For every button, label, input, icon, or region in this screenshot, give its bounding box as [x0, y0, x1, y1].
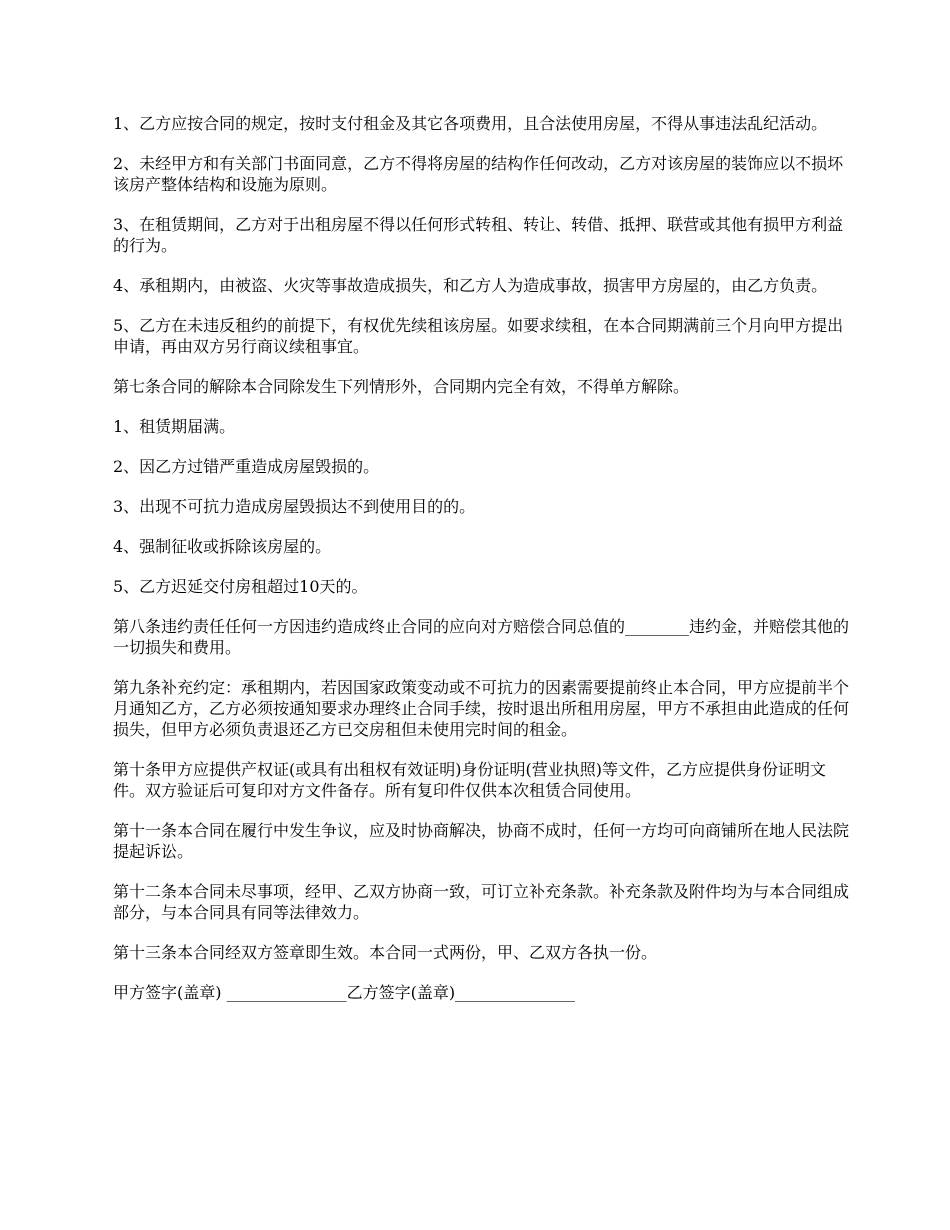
termination-item-5: 5、乙方迟延交付房租超过10天的。: [113, 577, 368, 596]
termination-item-3: 3、出现不可抗力造成房屋毁损达不到使用目的的。: [113, 497, 476, 516]
article-7-termination: 第七条合同的解除本合同除发生下列情形外，合同期内完全有效，不得单方解除。: [113, 377, 690, 396]
document-body: [113, 113, 853, 1022]
article-9-supplement: 第九条补充约定：承租期内，若因国家政策变动或不可抗力的因素需要提前终止本合同，甲方应提前半个月通知乙方，乙方必须按通知要求办理终止合同手续，按时退出所租用房屋，甲方不承担由此造成的任何损失，但甲方必须负责退还乙方已交房租但未使用完时间的租金。: [113, 678, 850, 739]
clause-paragraph-5: 5、乙方在未违反租约的前提下，有权优先续租该房屋。如要求续租，在本合同期满前三个月向甲方提出申请，再由双方另行商议续租事宜。: [113, 316, 844, 356]
article-13-effect: 第十三条本合同经双方签章即生效。本合同一式两份，甲、乙双方各执一份。: [113, 943, 658, 962]
termination-item-2: 2、因乙方过错严重造成房屋毁损的。: [113, 457, 380, 476]
clause-paragraph-4: 4、承租期内，由被盗、火灾等事故造成损失，和乙方人为造成事故，损害甲方房屋的，由乙方负责。: [113, 276, 828, 295]
article-10-documents: 第十条甲方应提供产权证(或具有出租权有效证明)身份证明(营业执照)等文件，乙方应提供身份证明文件。双方验证后可复印对方文件备存。所有复印件仅供本次租赁合同使用。: [113, 760, 826, 800]
termination-item-4: 4、强制征收或拆除该房屋的。: [113, 537, 332, 556]
clause-paragraph-2: 2、未经甲方和有关部门书面同意，乙方不得将房屋的结构作任何改动，乙方对该房屋的装饰应以不损坏该房产整体结构和设施为原则。: [113, 154, 844, 194]
clause-paragraph-3: 3、在租赁期间，乙方对于出租房屋不得以任何形式转租、转让、转借、抵押、联营或其他有损甲方利益的行为。: [113, 215, 844, 255]
termination-item-1: 1、租赁期届满。: [113, 417, 236, 436]
article-12-unresolved: 第十二条本合同未尽事项，经甲、乙双方协商一致，可订立补充条款。补充条款及附件均为与本合同组成部分，与本合同具有同等法律效力。: [113, 882, 850, 922]
clause-paragraph-1: 1、乙方应按合同的规定，按时支付租金及其它各项费用，且合法使用房屋，不得从事违法乱纪活动。: [113, 114, 828, 133]
article-8-liability: 第八条违约责任任何一方因违约造成终止合同的应向对方赔偿合同总值的________违约金，并赔偿其他的一切损失和费用。: [113, 617, 850, 657]
article-11-disputes: 第十一条本合同在履行中发生争议，应及时协商解决，协商不成时，任何一方均可向商铺所在地人民法院提起诉讼。: [113, 821, 850, 861]
signature-line: 甲方签字(盖章) _______________乙方签字(盖章)_______________: [113, 983, 576, 1002]
